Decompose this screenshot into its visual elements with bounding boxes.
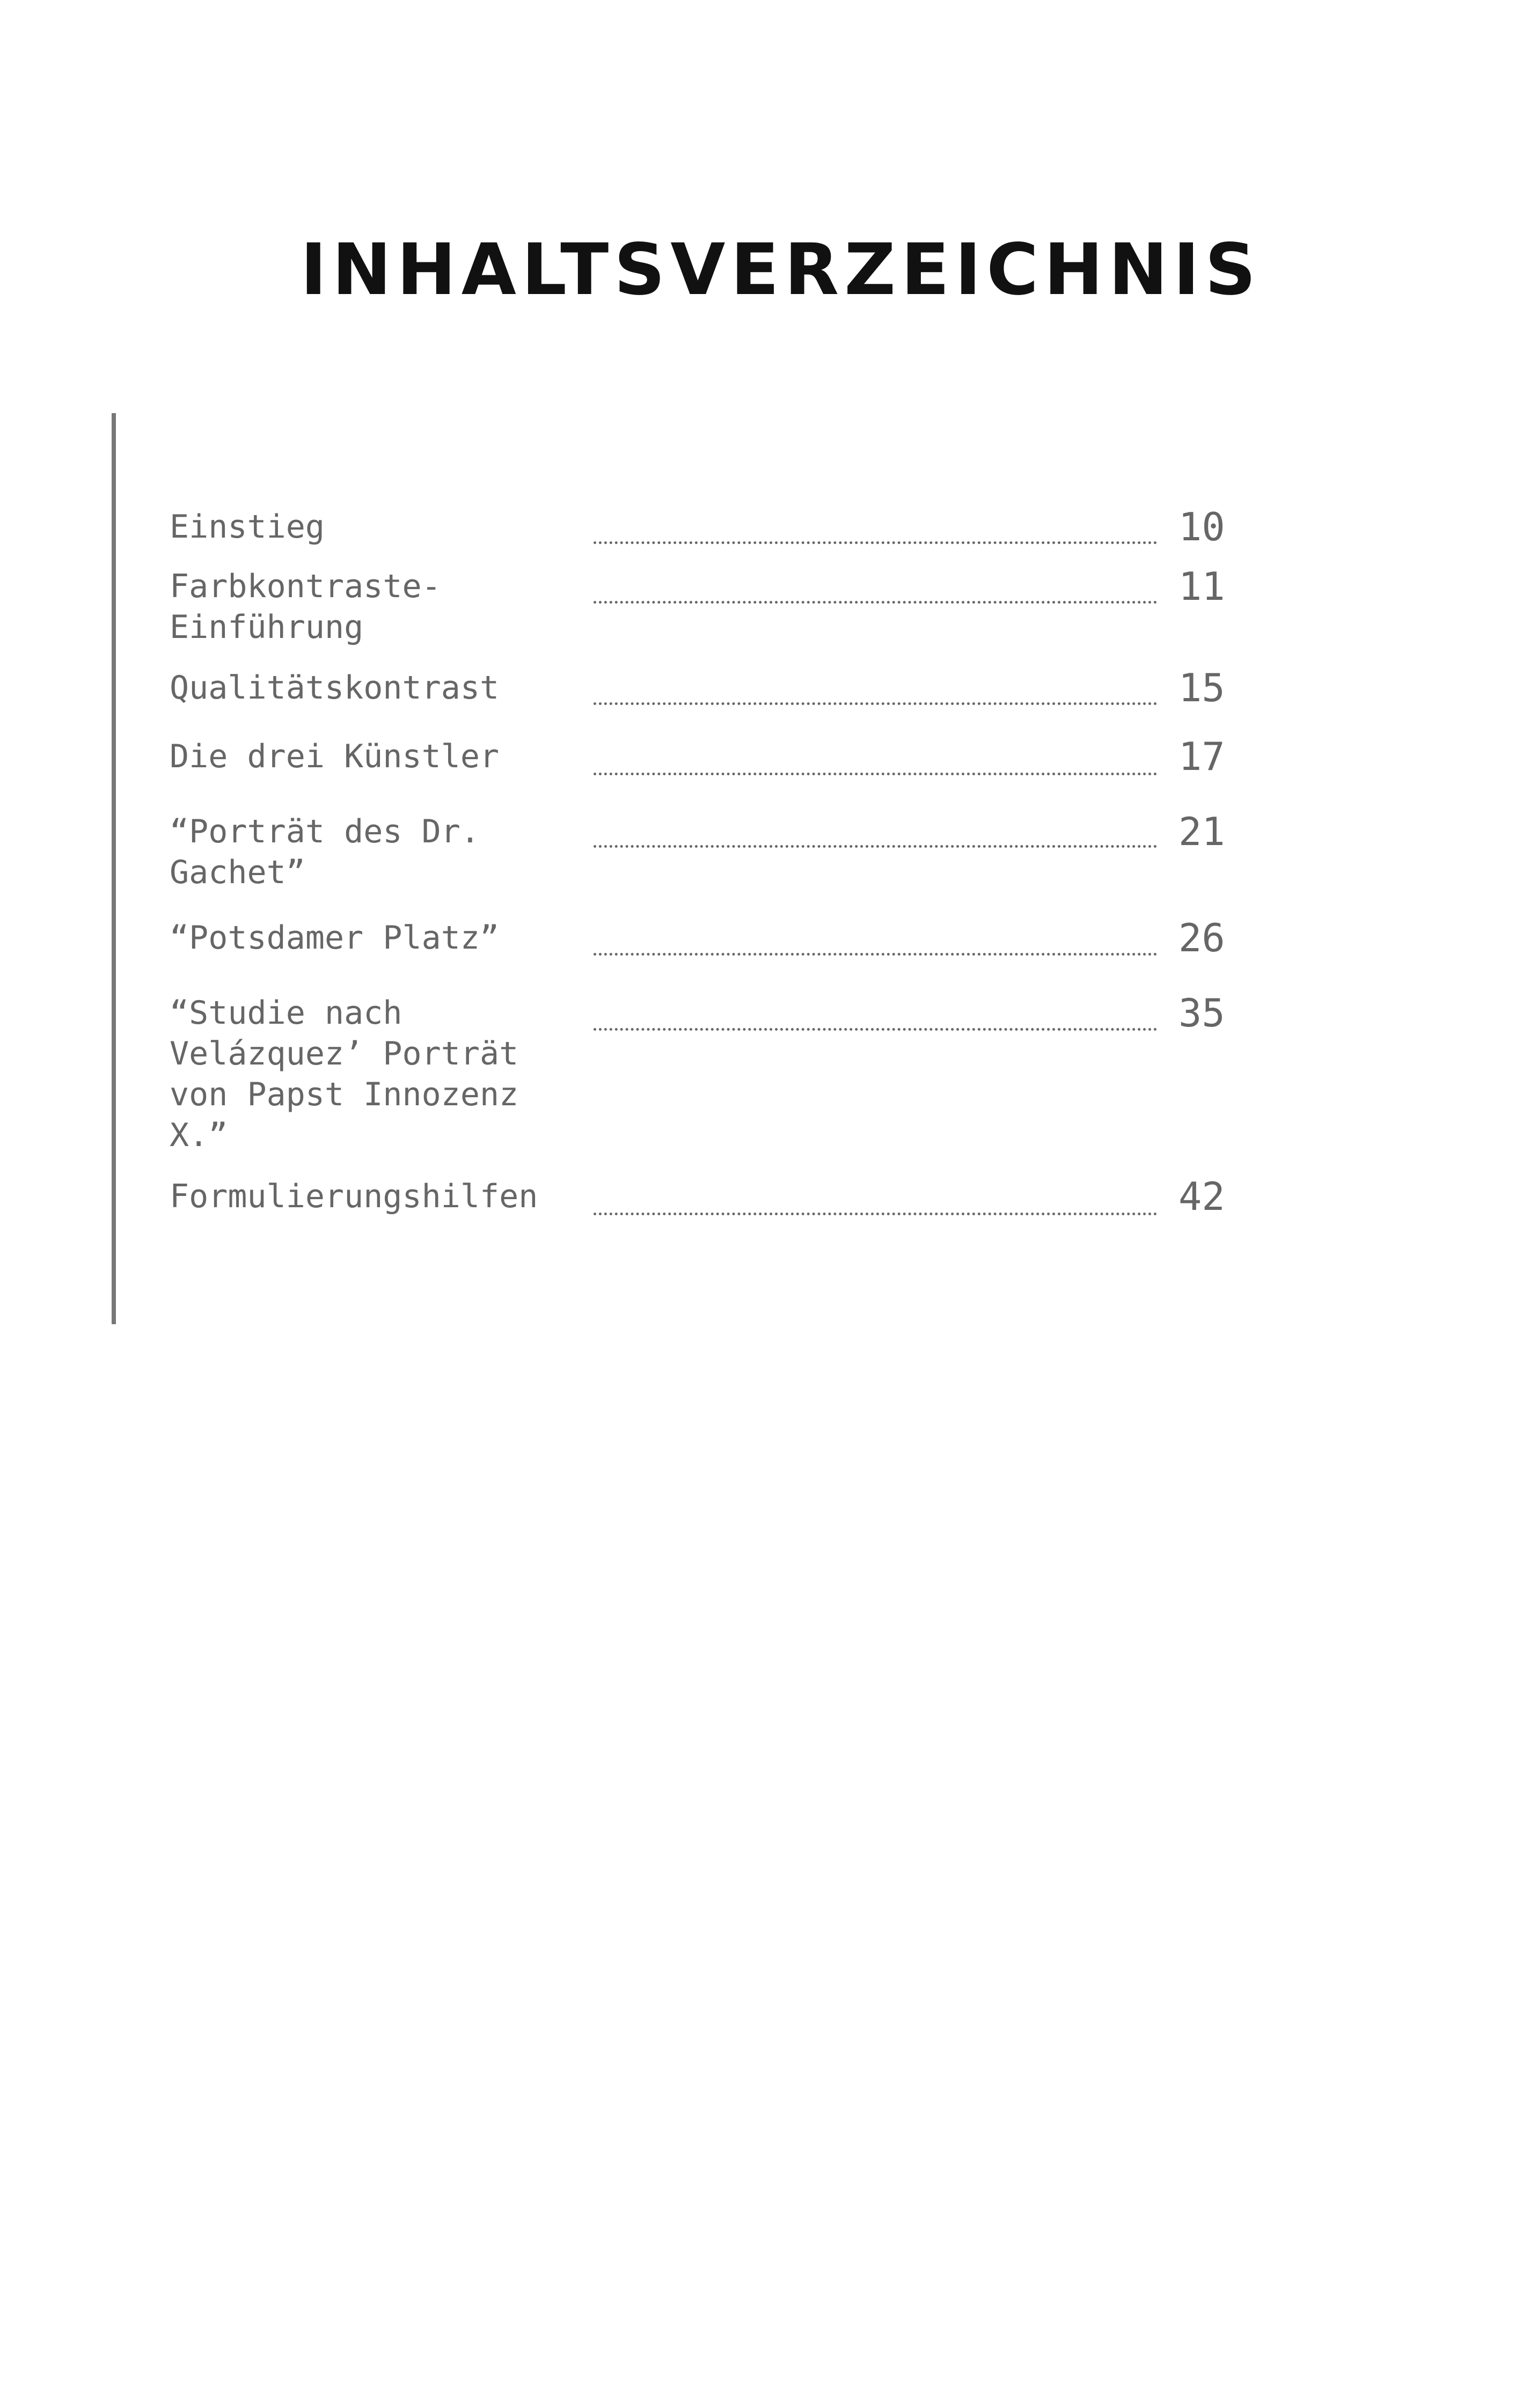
toc-entry-label: Formulierungshilfen [170,1178,538,1215]
toc-entry-page-number: 11 [1178,564,1225,609]
toc-dot-leader [594,953,1157,956]
page-title: INHALTSVERZEICHNIS [300,229,1262,311]
toc-dot-leader [594,773,1157,775]
toc-entry-label: Qualitätskontrast [170,669,500,707]
toc-dot-leader [594,702,1157,705]
toc-entry-page-number: 42 [1178,1174,1225,1219]
toc-entry-page-number: 26 [1178,915,1225,960]
toc-entry-label: Farbkontraste- Einführung [170,568,441,646]
toc-entry-label: “Potsdamer Platz” [170,919,500,957]
toc-entry-page-number: 35 [1178,990,1225,1036]
toc-dot-leader [594,541,1157,544]
toc-dot-leader [594,1028,1157,1031]
toc-vertical-rule [112,413,116,1324]
toc-entry-label: “Porträt des Dr. Gachet” [170,813,480,891]
toc-dot-leader [594,845,1157,848]
toc-entry-label: “Studie nach Velázquez’ Porträt von Papst Innozenz X.” [170,994,519,1154]
toc-entry-label: Einstieg [170,508,325,546]
toc-dot-leader [594,601,1157,604]
toc-entry-page-number: 21 [1178,809,1225,854]
toc-entry-page-number: 10 [1178,504,1225,549]
toc-dot-leader [594,1213,1157,1215]
toc-entry-page-number: 15 [1178,665,1225,710]
toc-entry-label: Die drei Künstler [170,738,500,775]
toc-entry-page-number: 17 [1178,734,1225,779]
